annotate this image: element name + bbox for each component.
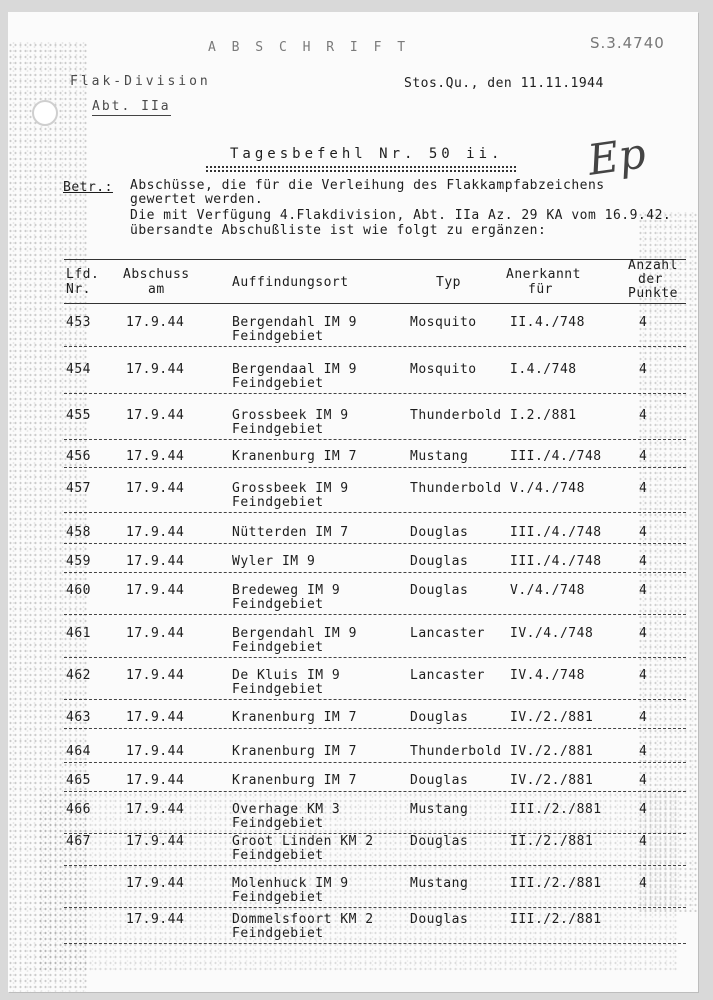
row-credit: I.2./881 <box>510 408 577 423</box>
punch-hole <box>32 100 58 126</box>
row-credit: IV./2./881 <box>510 773 594 788</box>
row-place: Groot Linden KM 2 <box>232 834 374 849</box>
row-separator <box>64 346 686 347</box>
row-type: Douglas <box>410 554 469 569</box>
archive-reference: S.3.4740 <box>590 34 665 52</box>
subject-line-3: Die mit Verfügung 4.Flakdivision, Abt. IIa Az. 29 KA vom 16.9.42. <box>130 208 672 223</box>
row-type: Douglas <box>410 773 469 788</box>
row-number: 464 <box>66 744 91 759</box>
row-place: Dommelsfoort KM 2 <box>232 912 374 927</box>
row-separator <box>64 393 686 394</box>
row-number: 465 <box>66 773 91 788</box>
row-type: Mosquito <box>410 315 477 330</box>
row-separator <box>64 614 686 615</box>
row-separator <box>64 907 686 908</box>
header-nr-1: Lfd. <box>66 267 100 282</box>
row-place-detail: Feindgebiet <box>232 890 324 905</box>
header-points-1: Anzahl <box>628 258 678 273</box>
row-type: Mustang <box>410 449 469 464</box>
row-place: Kranenburg IM 7 <box>232 744 357 759</box>
header-type: Typ <box>436 275 461 290</box>
row-date: 17.9.44 <box>126 554 185 569</box>
header-date-2: am <box>148 282 165 297</box>
header-nr-2: Nr. <box>66 282 91 297</box>
row-points: 4 <box>639 408 648 423</box>
row-number: 461 <box>66 626 91 641</box>
row-separator <box>64 865 686 866</box>
header-date-1: Abschuss <box>123 267 190 282</box>
row-date: 17.9.44 <box>126 362 185 377</box>
row-date: 17.9.44 <box>126 626 185 641</box>
row-place: Bergendahl IM 9 <box>232 626 357 641</box>
row-points: 4 <box>639 449 648 464</box>
row-date: 17.9.44 <box>126 802 185 817</box>
row-date: 17.9.44 <box>126 834 185 849</box>
row-number: 455 <box>66 408 91 423</box>
row-place: De Kluis IM 9 <box>232 668 341 683</box>
row-points: 4 <box>639 834 648 849</box>
row-separator <box>64 439 686 440</box>
subject-line-4: übersandte Abschußliste ist wie folgt zu ergänzen: <box>130 223 547 238</box>
row-credit: IV./2./881 <box>510 744 594 759</box>
document-page <box>8 12 698 992</box>
row-points: 4 <box>639 710 648 725</box>
row-points: 4 <box>639 744 648 759</box>
header-points-3: Punkte <box>628 286 678 301</box>
row-place: Bergendahl IM 9 <box>232 315 357 330</box>
row-place: Kranenburg IM 7 <box>232 710 357 725</box>
row-type: Thunderbold <box>410 481 502 496</box>
row-place-detail: Feindgebiet <box>232 848 324 863</box>
row-separator <box>64 657 686 658</box>
row-place: Kranenburg IM 7 <box>232 449 357 464</box>
row-credit: III./2./881 <box>510 876 602 891</box>
row-place-detail: Feindgebiet <box>232 495 324 510</box>
row-points: 4 <box>639 626 648 641</box>
row-date: 17.9.44 <box>126 668 185 683</box>
row-place: Grossbeek IM 9 <box>232 408 349 423</box>
row-credit: II./2./881 <box>510 834 594 849</box>
row-points: 4 <box>639 554 648 569</box>
copy-heading: A B S C H R I F T <box>208 40 410 55</box>
row-number: 467 <box>66 834 91 849</box>
header-points-2: der <box>638 272 663 287</box>
row-place: Kranenburg IM 7 <box>232 773 357 788</box>
row-date: 17.9.44 <box>126 710 185 725</box>
row-place: Overhage KM 3 <box>232 802 341 817</box>
row-place-detail: Feindgebiet <box>232 597 324 612</box>
row-place-detail: Feindgebiet <box>232 682 324 697</box>
row-number: 462 <box>66 668 91 683</box>
row-place-detail: Feindgebiet <box>232 640 324 655</box>
subject-line-1: Abschüsse, die für die Verleihung des Flakkampfabzeichens <box>130 178 605 193</box>
row-credit: IV.4./748 <box>510 668 585 683</box>
row-type: Lancaster <box>410 668 485 683</box>
row-type: Mustang <box>410 802 469 817</box>
title-underline-2 <box>206 170 516 172</box>
subject-label: Betr.: <box>63 180 113 195</box>
row-separator <box>64 512 686 513</box>
subject-line-2: gewertet werden. <box>130 192 264 207</box>
row-type: Douglas <box>410 710 469 725</box>
row-separator <box>64 762 686 763</box>
row-type: Douglas <box>410 912 469 927</box>
row-date: 17.9.44 <box>126 744 185 759</box>
row-points: 4 <box>639 481 648 496</box>
row-points: 4 <box>639 668 648 683</box>
unit-name: Flak-Division <box>70 74 211 89</box>
row-separator <box>64 543 686 544</box>
row-points: 4 <box>639 362 648 377</box>
row-type: Mustang <box>410 876 469 891</box>
row-date: 17.9.44 <box>126 481 185 496</box>
row-place: Wyler IM 9 <box>232 554 316 569</box>
row-points: 4 <box>639 876 648 891</box>
row-date: 17.9.44 <box>126 449 185 464</box>
row-separator <box>64 467 686 468</box>
table-header-rule <box>64 303 686 304</box>
row-points: 4 <box>639 315 648 330</box>
row-number: 456 <box>66 449 91 464</box>
row-type: Lancaster <box>410 626 485 641</box>
row-date: 17.9.44 <box>126 583 185 598</box>
row-place-detail: Feindgebiet <box>232 329 324 344</box>
row-date: 17.9.44 <box>126 315 185 330</box>
row-credit: III./4./748 <box>510 525 602 540</box>
row-type: Douglas <box>410 583 469 598</box>
title-underline <box>206 166 516 168</box>
row-number: 453 <box>66 315 91 330</box>
row-number: 457 <box>66 481 91 496</box>
row-separator <box>64 791 686 792</box>
row-separator <box>64 572 686 573</box>
row-credit: III./2./881 <box>510 912 602 927</box>
row-points: 4 <box>639 583 648 598</box>
row-place: Grossbeek IM 9 <box>232 481 349 496</box>
header-credit-2: für <box>528 282 553 297</box>
row-type: Douglas <box>410 525 469 540</box>
row-date: 17.9.44 <box>126 912 185 927</box>
row-credit: V./4./748 <box>510 583 585 598</box>
row-separator <box>64 943 686 944</box>
row-type: Douglas <box>410 834 469 849</box>
header-credit-1: Anerkannt <box>506 267 581 282</box>
row-type: Thunderbold <box>410 408 502 423</box>
row-points: 4 <box>639 773 648 788</box>
row-number: 460 <box>66 583 91 598</box>
row-place-detail: Feindgebiet <box>232 376 324 391</box>
row-number: 463 <box>66 710 91 725</box>
order-title: Tagesbefehl Nr. 50 ii. <box>230 146 504 162</box>
place-date: Stos.Qu., den 11.11.1944 <box>404 76 604 91</box>
row-place: Bergendaal IM 9 <box>232 362 357 377</box>
row-separator <box>64 699 686 700</box>
row-points: 4 <box>639 525 648 540</box>
row-date: 17.9.44 <box>126 525 185 540</box>
row-type: Thunderbold <box>410 744 502 759</box>
row-credit: I.4./748 <box>510 362 577 377</box>
row-credit: III./2./881 <box>510 802 602 817</box>
row-credit: II.4./748 <box>510 315 585 330</box>
row-date: 17.9.44 <box>126 773 185 788</box>
row-points: 4 <box>639 802 648 817</box>
row-place: Molenhuck IM 9 <box>232 876 349 891</box>
row-credit: III./4./748 <box>510 554 602 569</box>
row-place: Bredeweg IM 9 <box>232 583 341 598</box>
row-number: 459 <box>66 554 91 569</box>
row-credit: IV./2./881 <box>510 710 594 725</box>
row-place-detail: Feindgebiet <box>232 926 324 941</box>
row-number: 466 <box>66 802 91 817</box>
row-date: 17.9.44 <box>126 876 185 891</box>
row-place-detail: Feindgebiet <box>232 816 324 831</box>
row-place-detail: Feindgebiet <box>232 422 324 437</box>
table-top-rule <box>64 259 686 260</box>
row-separator <box>64 728 686 729</box>
row-credit: IV./4./748 <box>510 626 594 641</box>
department: Abt. IIa <box>92 99 171 114</box>
row-number: 458 <box>66 525 91 540</box>
header-place: Auffindungsort <box>232 275 349 290</box>
row-place: Nütterden IM 7 <box>232 525 349 540</box>
handwritten-initials: Ep <box>584 128 649 185</box>
row-credit: V./4./748 <box>510 481 585 496</box>
row-credit: III./4./748 <box>510 449 602 464</box>
row-date: 17.9.44 <box>126 408 185 423</box>
row-type: Mosquito <box>410 362 477 377</box>
row-number: 454 <box>66 362 91 377</box>
